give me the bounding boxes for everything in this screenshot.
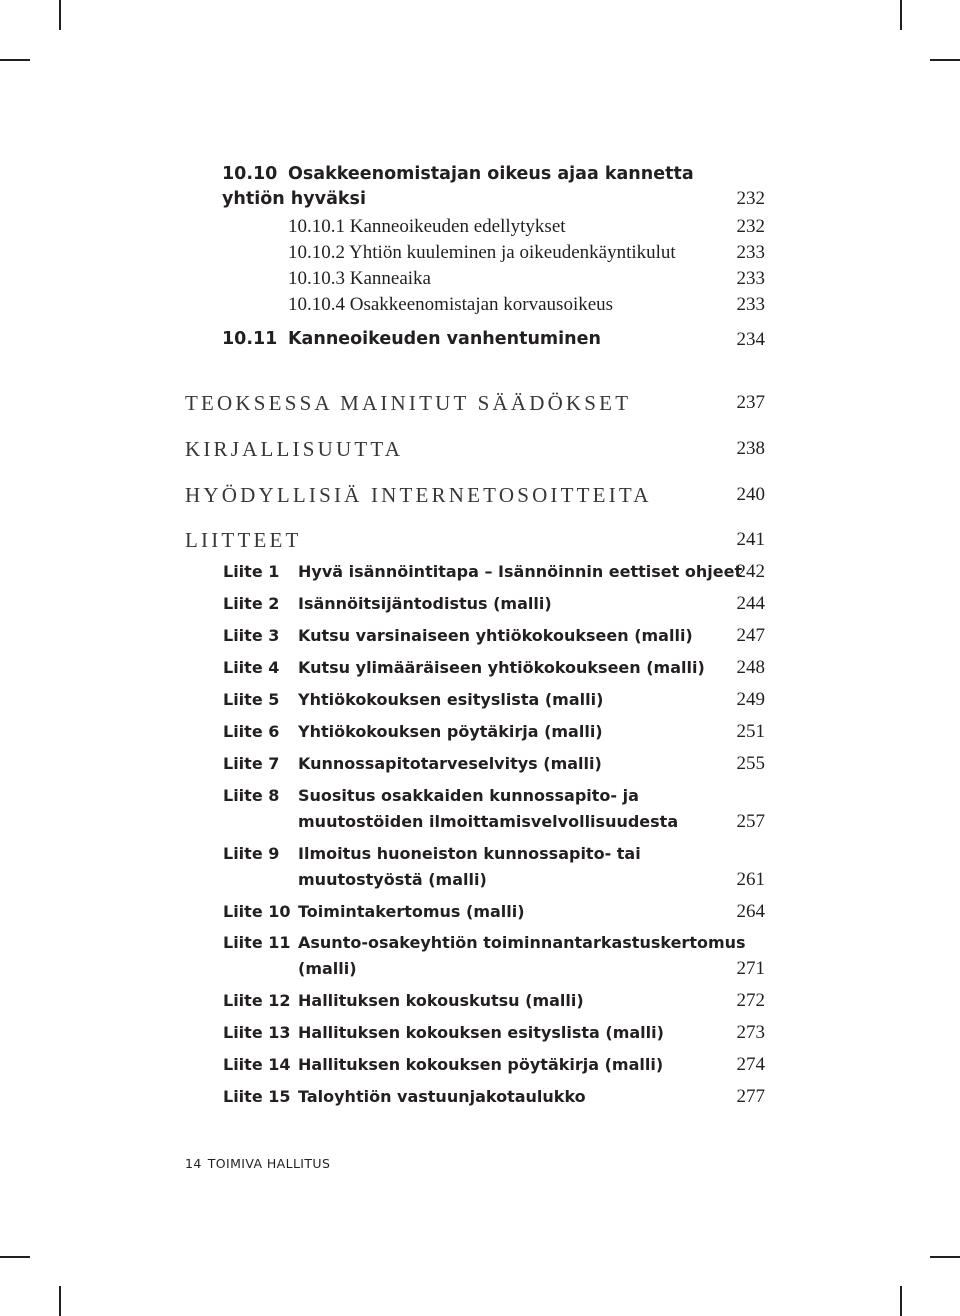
appendix-page: 257 bbox=[736, 811, 765, 832]
crop-mark bbox=[59, 1286, 61, 1316]
appendix-label: Liite 8 bbox=[223, 786, 280, 805]
subsection-page: 233 bbox=[736, 268, 765, 289]
appendix-title: Kutsu varsinaiseen yhtiökokoukseen (malli) bbox=[298, 626, 693, 645]
appendix-title: Taloyhtiön vastuunjakotaulukko bbox=[298, 1087, 586, 1106]
appendix-page: 249 bbox=[736, 689, 765, 710]
appendix-label: Liite 12 bbox=[223, 991, 291, 1010]
appendix-page: 261 bbox=[736, 869, 765, 890]
subsection-label bbox=[288, 294, 613, 316]
subsection-title: Osakkeenomistajan korvausoikeus bbox=[349, 294, 614, 315]
appendix-label: Liite 4 bbox=[223, 658, 280, 677]
appendix-title-line-1: Ilmoitus huoneiston kunnossapito- tai bbox=[298, 844, 641, 863]
appendix-title-line-1: Asunto-osakeyhtiön toiminnantarkastuskertomus bbox=[298, 933, 746, 952]
subsection-number: 10.10.2 bbox=[288, 242, 345, 263]
appendix-page: 247 bbox=[736, 625, 765, 646]
appendix-title: Hyvä isännöintitapa – Isännöinnin eettiset ohjeet bbox=[298, 562, 743, 581]
subsection-label bbox=[288, 216, 566, 238]
appendix-label: Liite 15 bbox=[223, 1087, 291, 1106]
subsection-page: 232 bbox=[736, 216, 765, 237]
appendix-page: 248 bbox=[736, 657, 765, 678]
footer-page-number: 14 bbox=[185, 1156, 202, 1171]
subsection-title: Yhtiön kuuleminen ja oikeudenkäyntikulut bbox=[349, 242, 676, 263]
subsection-label bbox=[288, 268, 431, 290]
heading-page: 238 bbox=[736, 438, 765, 459]
subsection-label bbox=[288, 242, 676, 264]
heading-title: HYÖDYLLISIÄ INTERNETOSOITTEITA bbox=[185, 483, 652, 507]
subsection-title: Kanneaika bbox=[349, 268, 431, 289]
appendix-title: Yhtiökokouksen esityslista (malli) bbox=[298, 690, 604, 709]
appendix-page: 271 bbox=[736, 958, 765, 979]
section-title-line-2: yhtiön hyväksi bbox=[222, 189, 366, 209]
appendix-page: 244 bbox=[736, 593, 765, 614]
page-footer bbox=[185, 1156, 330, 1171]
appendix-title: Hallituksen kokouksen pöytäkirja (malli) bbox=[298, 1055, 664, 1074]
crop-mark bbox=[930, 1256, 960, 1258]
appendix-label: Liite 3 bbox=[223, 626, 280, 645]
appendix-page: 242 bbox=[736, 561, 765, 582]
appendix-page: 255 bbox=[736, 753, 765, 774]
crop-mark bbox=[59, 0, 61, 30]
section-page: 234 bbox=[736, 329, 765, 350]
appendix-label: Liite 14 bbox=[223, 1055, 291, 1074]
appendix-title: Yhtiökokouksen pöytäkirja (malli) bbox=[298, 722, 603, 741]
subsection-number: 10.10.4 bbox=[288, 294, 345, 315]
appendix-label: Liite 2 bbox=[223, 594, 280, 613]
heading-title: LIITTEET bbox=[185, 528, 302, 552]
heading-title: TEOKSESSA MAINITUT SÄÄDÖKSET bbox=[185, 391, 632, 415]
section-number: 10.10 bbox=[222, 164, 278, 184]
subsection-number: 10.10.1 bbox=[288, 216, 345, 237]
section-title: Kanneoikeuden vanhentuminen bbox=[288, 329, 601, 349]
appendix-title: Isännöitsijäntodistus (malli) bbox=[298, 594, 552, 613]
appendix-label: Liite 7 bbox=[223, 754, 280, 773]
appendix-page: 264 bbox=[736, 901, 765, 922]
heading-page: 240 bbox=[736, 484, 765, 505]
footer-book-title: TOIMIVA HALLITUS bbox=[207, 1156, 331, 1171]
appendix-label: Liite 1 bbox=[223, 562, 280, 581]
appendix-title-line-1: Suositus osakkaiden kunnossapito- ja bbox=[298, 786, 639, 805]
crop-mark bbox=[930, 59, 960, 61]
appendix-title: Kunnossapitotarveselvitys (malli) bbox=[298, 754, 602, 773]
heading-page: 237 bbox=[736, 392, 765, 413]
heading-page: 241 bbox=[736, 529, 765, 550]
section-title-line-1: Osakkeenomistajan oikeus ajaa kannetta bbox=[288, 164, 694, 184]
appendix-page: 277 bbox=[736, 1086, 765, 1107]
appendix-page: 274 bbox=[736, 1054, 765, 1075]
appendix-page: 251 bbox=[736, 721, 765, 742]
appendix-label: Liite 10 bbox=[223, 902, 291, 921]
appendix-title: Kutsu ylimääräiseen yhtiökokoukseen (malli) bbox=[298, 658, 705, 677]
heading-title: KIRJALLISUUTTA bbox=[185, 437, 404, 461]
section-page: 232 bbox=[736, 188, 765, 209]
appendix-label: Liite 5 bbox=[223, 690, 280, 709]
appendix-label: Liite 13 bbox=[223, 1023, 291, 1042]
crop-mark bbox=[0, 1256, 30, 1258]
subsection-page: 233 bbox=[736, 294, 765, 315]
appendix-page: 272 bbox=[736, 990, 765, 1011]
appendix-title-line-2: muutostöiden ilmoittamisvelvollisuudesta bbox=[298, 812, 679, 831]
appendix-title-line-2: muutostyöstä (malli) bbox=[298, 870, 487, 889]
appendix-label: Liite 11 bbox=[223, 933, 291, 952]
appendix-title: Hallituksen kokouskutsu (malli) bbox=[298, 991, 584, 1010]
appendix-title: Hallituksen kokouksen esityslista (malli) bbox=[298, 1023, 664, 1042]
subsection-number: 10.10.3 bbox=[288, 268, 345, 289]
crop-mark bbox=[900, 1286, 902, 1316]
appendix-page: 273 bbox=[736, 1022, 765, 1043]
subsection-page: 233 bbox=[736, 242, 765, 263]
crop-mark bbox=[0, 59, 30, 61]
subsection-title: Kanneoikeuden edellytykset bbox=[349, 216, 566, 237]
section-number: 10.11 bbox=[222, 329, 278, 349]
appendix-label: Liite 9 bbox=[223, 844, 280, 863]
appendix-label: Liite 6 bbox=[223, 722, 280, 741]
appendix-title: Toimintakertomus (malli) bbox=[298, 902, 525, 921]
appendix-title-line-2: (malli) bbox=[298, 959, 357, 978]
crop-mark bbox=[900, 0, 902, 30]
